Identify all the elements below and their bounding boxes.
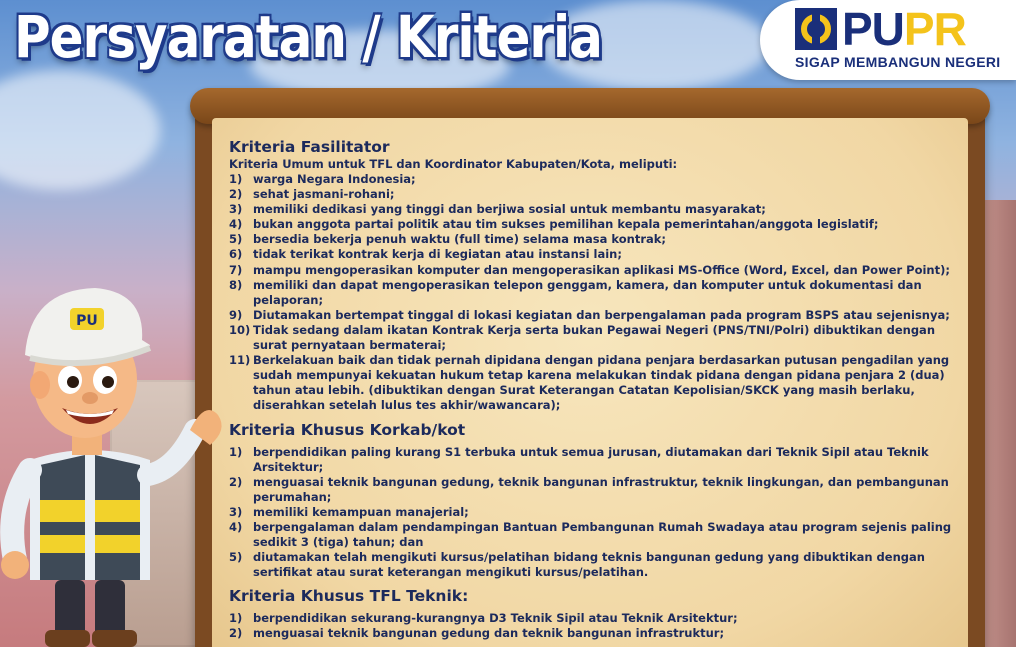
list-item: 3) memiliki kemampuan manajerial;	[229, 504, 469, 519]
list-item: 1) berpendidikan sekurang-kurangnya D3 Teknik Sipil atau Teknik Arsitektur;	[229, 611, 738, 626]
korkab-list	[229, 445, 964, 581]
list-item: 9) Diutamakan bertempat tinggal di lokasi kegiatan dan berpengalaman pada program BSPS atau sejenisnya;	[229, 307, 950, 322]
tfl-list	[229, 611, 964, 641]
svg-text:PU: PU	[76, 313, 98, 329]
list-item: 2) menguasai teknik bangunan gedung dan teknik bangunan infrastruktur;	[229, 626, 725, 641]
list-item: 4) berpengalaman dalam pendampingan Bantuan Pembangunan Rumah Swadaya atau program sejenis paling sedikit 3 (tiga) tahun; dan	[229, 519, 952, 550]
section-title-tfl: Kriteria Khusus TFL Teknik:	[229, 587, 469, 606]
fasilitator-list	[229, 172, 964, 414]
list-item: 8) memiliki dan dapat mengoperasikan telepon genggam, kamera, dan komputer untuk dokumentasi dan pelaporan;	[229, 277, 922, 307]
logo-wordmark	[842, 4, 966, 54]
list-item: 5) diutamakan telah mengikuti kursus/pelatihan bidang teknis bangunan gedung yang dibuktikan dengan sertifikat atau surat keterangan mengikuti kursus/pelatihan.	[229, 550, 925, 580]
logo-tagline: SIGAP MEMBANGUN NEGERI	[795, 54, 1001, 70]
list-item: 3) memiliki dedikasi yang tinggi dan berjiwa sosial untuk membantu masyarakat;	[229, 202, 766, 217]
pupr-logo-icon	[795, 8, 837, 50]
list-item: 4) bukan anggota partai politik atau tim sukses pemilihan kepala pemerintahan/anggota legislatif;	[229, 217, 879, 232]
section-title-korkab: Kriteria Khusus Korkab/kot	[229, 420, 466, 439]
list-item: 10) Tidak sedang dalam ikatan Kontrak Kerja serta bukan Pegawai Negeri (PNS/TNI/Polri) dibuktikan dengan surat pernyataan bermaterai;	[229, 322, 936, 353]
list-item: 7) mampu mengoperasikan komputer dan mengoperasikan aplikasi MS-Office (Word, Excel, dan Power Point);	[229, 262, 950, 277]
criteria-content	[229, 138, 964, 642]
section-subtitle-fasilitator: Kriteria Umum untuk TFL dan Koordinator Kabupaten/Kota, meliputi:	[229, 157, 678, 171]
list-item: 6) tidak terikat kontrak kerja di kegiatan atau instansi lain;	[229, 247, 622, 262]
logo-text-pu: PU	[842, 3, 904, 55]
list-item: 1) berpendidikan paling kurang S1 terbuka untuk semua jurusan, diutamakan dari Teknik Sipil atau Teknik Arsitektur;	[229, 444, 929, 474]
page-title: Persyaratan / Kriteria	[14, 4, 602, 71]
worker-mascot-illustration	[0, 280, 230, 647]
list-item: 1) warga Negara Indonesia;	[229, 172, 416, 186]
list-item: 5) bersedia bekerja penuh waktu (full time) selama masa kontrak;	[229, 232, 667, 247]
logo-text-pr: PR	[903, 3, 966, 55]
list-item: 2) sehat jasmani-rohani;	[229, 187, 395, 202]
cloud	[0, 70, 160, 190]
list-item: 11) Berkelakuan baik dan tidak pernah dipidana dengan pidana penjara berdasarkan putusan pengadilan yang sudah mempunyai kekuatan hukum tetap karena melakukan tindak pidana dengan pidana penjara 2 (dua) tahun atau lebih. (dibuktikan dengan Surat Keterangan Catatan Kepolisian/SKCK yang masih berlaku, diserahkan setelah lulus tes akhir/wawancara);	[229, 353, 950, 413]
list-item: 2) menguasai teknik bangunan gedung, teknik bangunan infrastruktur, teknik lingkungan, dan pembangunan perumahan;	[229, 474, 949, 504]
section-title-fasilitator: Kriteria Fasilitator	[229, 138, 390, 156]
